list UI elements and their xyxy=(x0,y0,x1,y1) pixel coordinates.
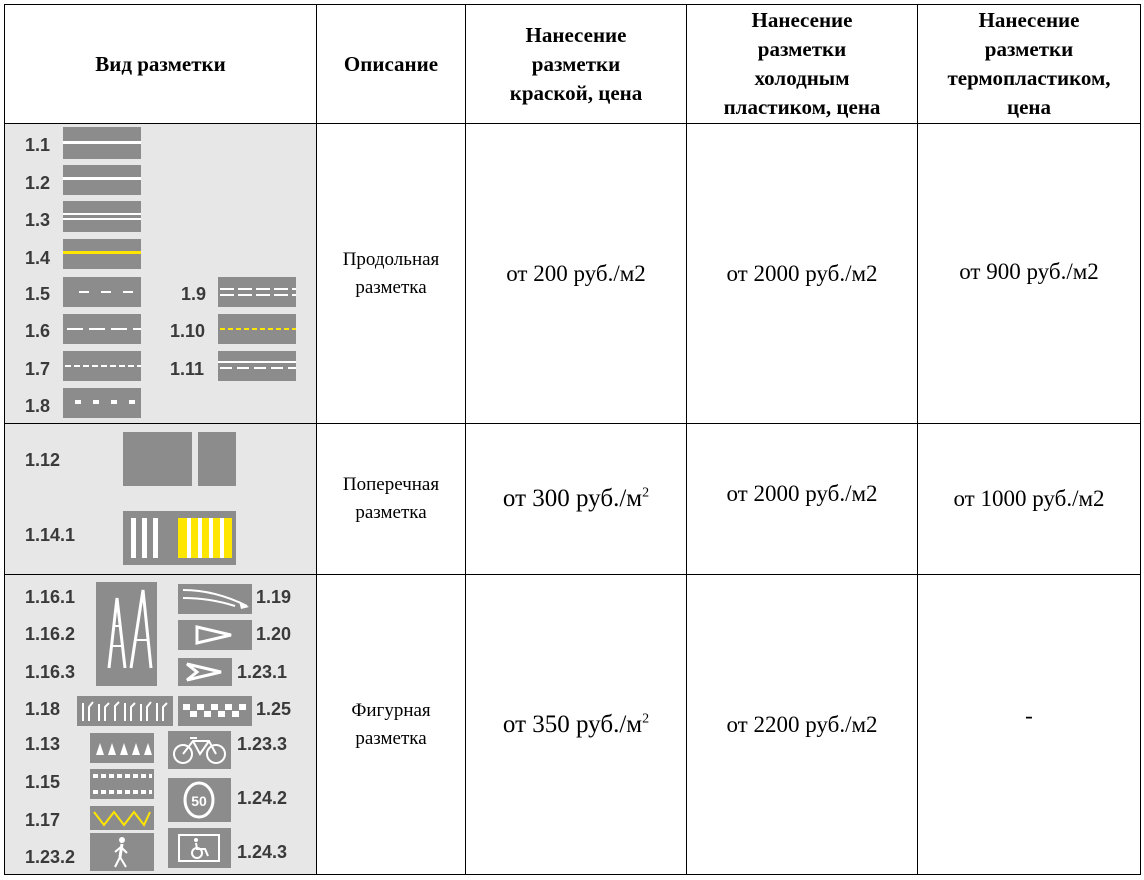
price-cold-figured xyxy=(687,575,918,875)
marking-1-15 xyxy=(90,769,154,799)
price-superscript: 2 xyxy=(642,711,650,727)
label-1-5: 1.5 xyxy=(25,283,51,304)
marking-1-3 xyxy=(63,201,141,232)
header-row xyxy=(5,5,1141,124)
label-1-16-2: 1.16.2 xyxy=(25,623,76,644)
price-cold-longitudinal xyxy=(687,124,918,424)
pedestrian-icon xyxy=(90,833,154,871)
label-1-24-3: 1.24.3 xyxy=(237,841,288,862)
label-1-18: 1.18 xyxy=(25,698,61,719)
price-text: от 1000 руб./м2 xyxy=(953,486,1105,511)
price-text: от 900 руб./м2 xyxy=(959,259,1099,284)
label-1-9: 1.9 xyxy=(181,283,207,304)
longitudinal-markings-image xyxy=(5,124,317,424)
marking-1-25 xyxy=(178,696,252,726)
label-1-13: 1.13 xyxy=(25,733,61,754)
price-text: - xyxy=(1025,703,1033,728)
header-description xyxy=(317,5,466,124)
marking-1-18 xyxy=(77,696,173,726)
marking-1-12 xyxy=(123,432,236,486)
row-transverse xyxy=(5,424,1141,575)
header-cold-line: Нанесение xyxy=(751,8,853,32)
marking-1-1 xyxy=(63,127,141,159)
label-1-7: 1.7 xyxy=(25,358,51,379)
header-thermo-line: Нанесение xyxy=(978,8,1080,32)
marking-1-19 xyxy=(178,584,252,614)
desc-line: Продольная xyxy=(342,248,440,270)
label-1-19: 1.19 xyxy=(256,586,292,607)
label-1-4: 1.4 xyxy=(25,247,51,268)
marking-1-8 xyxy=(63,388,141,418)
transverse-markings-image xyxy=(5,424,317,575)
label-1-2: 1.2 xyxy=(25,172,51,193)
figured-markings-svg xyxy=(5,576,305,874)
price-text: от 300 руб./м xyxy=(502,485,643,512)
marking-1-13 xyxy=(90,733,154,763)
row-figured xyxy=(5,575,1141,875)
header-cold-line: пластиком, цена xyxy=(723,95,881,119)
header-thermo-line: разметки xyxy=(984,37,1074,61)
label-1-23-1: 1.23.1 xyxy=(237,661,288,682)
label-1-24-2: 1.24.2 xyxy=(237,787,288,808)
desc-longitudinal xyxy=(317,124,466,424)
label-1-12: 1.12 xyxy=(25,449,61,470)
price-cold-transverse xyxy=(687,424,918,575)
marking-1-20 xyxy=(178,620,252,650)
header-thermoplastic-price xyxy=(918,5,1141,124)
label-1-16-1: 1.16.1 xyxy=(25,586,76,607)
marking-1-5 xyxy=(63,277,141,307)
label-1-3: 1.3 xyxy=(25,209,51,230)
marking-1-23-1 xyxy=(178,658,232,686)
header-paint-price xyxy=(466,5,687,124)
longitudinal-markings-svg xyxy=(5,125,305,423)
disabled-icon xyxy=(168,828,231,868)
pricing-table xyxy=(4,4,1141,875)
price-thermo-transverse xyxy=(918,424,1141,575)
header-thermo-line: цена xyxy=(1006,95,1052,119)
price-paint-figured xyxy=(466,575,687,875)
header-paint-line: разметки xyxy=(531,51,621,76)
marking-1-14-1 xyxy=(123,511,236,565)
header-paint-line: Нанесение xyxy=(525,22,627,47)
header-thermo-line: термопластиком, xyxy=(947,66,1111,90)
desc-line: разметка xyxy=(355,502,427,523)
price-thermo-figured xyxy=(918,575,1141,875)
price-text: от 2200 руб./м2 xyxy=(726,711,878,737)
bicycle-icon xyxy=(168,731,231,769)
header-cold-line: холодным xyxy=(754,66,850,90)
marking-1-9 xyxy=(218,277,296,307)
desc-line: Поперечная xyxy=(342,474,440,495)
header-cold-plastic-price xyxy=(687,5,918,124)
label-1-8: 1.8 xyxy=(25,395,51,416)
price-text: от 2000 руб./м2 xyxy=(726,260,878,286)
transverse-markings-svg xyxy=(5,425,305,574)
label-1-6: 1.6 xyxy=(25,320,51,341)
label-1-1: 1.1 xyxy=(25,134,51,155)
label-1-15: 1.15 xyxy=(25,771,61,792)
label-1-16-3: 1.16.3 xyxy=(25,661,76,682)
desc-line: Фигурная xyxy=(351,699,431,721)
price-thermo-longitudinal xyxy=(918,124,1141,424)
label-1-20: 1.20 xyxy=(256,623,292,644)
price-paint-transverse xyxy=(466,424,687,575)
marking-1-2 xyxy=(63,165,141,195)
marking-1-11 xyxy=(218,351,296,381)
header-description-text: Описание xyxy=(343,51,439,76)
header-marking-type xyxy=(5,5,317,124)
desc-line: разметка xyxy=(355,727,427,749)
header-cold-line: разметки xyxy=(757,37,847,61)
price-text: от 2000 руб./м2 xyxy=(726,481,878,506)
figured-markings-image xyxy=(5,575,317,875)
marking-1-4 xyxy=(63,239,141,269)
desc-line: разметка xyxy=(355,276,427,298)
price-text: от 350 руб./м xyxy=(502,710,643,738)
speed-limit-sign xyxy=(168,778,231,822)
label-1-17: 1.17 xyxy=(25,809,61,830)
desc-figured xyxy=(317,575,466,875)
marking-1-6 xyxy=(63,314,141,344)
price-text: от 200 руб./м2 xyxy=(506,260,646,286)
header-marking-type-text: Вид разметки xyxy=(95,51,226,76)
row-longitudinal xyxy=(5,124,1141,424)
marking-1-7 xyxy=(63,351,141,381)
label-1-23-3: 1.23.3 xyxy=(237,733,288,754)
label-1-10: 1.10 xyxy=(170,320,206,341)
label-1-23-2: 1.23.2 xyxy=(25,846,76,867)
label-1-14-1: 1.14.1 xyxy=(25,524,76,545)
header-paint-line: краской, цена xyxy=(509,80,643,105)
desc-transverse xyxy=(317,424,466,575)
label-1-11: 1.11 xyxy=(170,358,205,379)
label-1-25: 1.25 xyxy=(256,698,292,719)
marking-1-10 xyxy=(218,314,296,344)
price-superscript: 2 xyxy=(642,485,650,501)
marking-1-17 xyxy=(90,806,154,830)
marking-1-16 xyxy=(96,582,157,686)
price-paint-longitudinal xyxy=(466,124,687,424)
speed-limit-value: 50 xyxy=(191,792,207,809)
